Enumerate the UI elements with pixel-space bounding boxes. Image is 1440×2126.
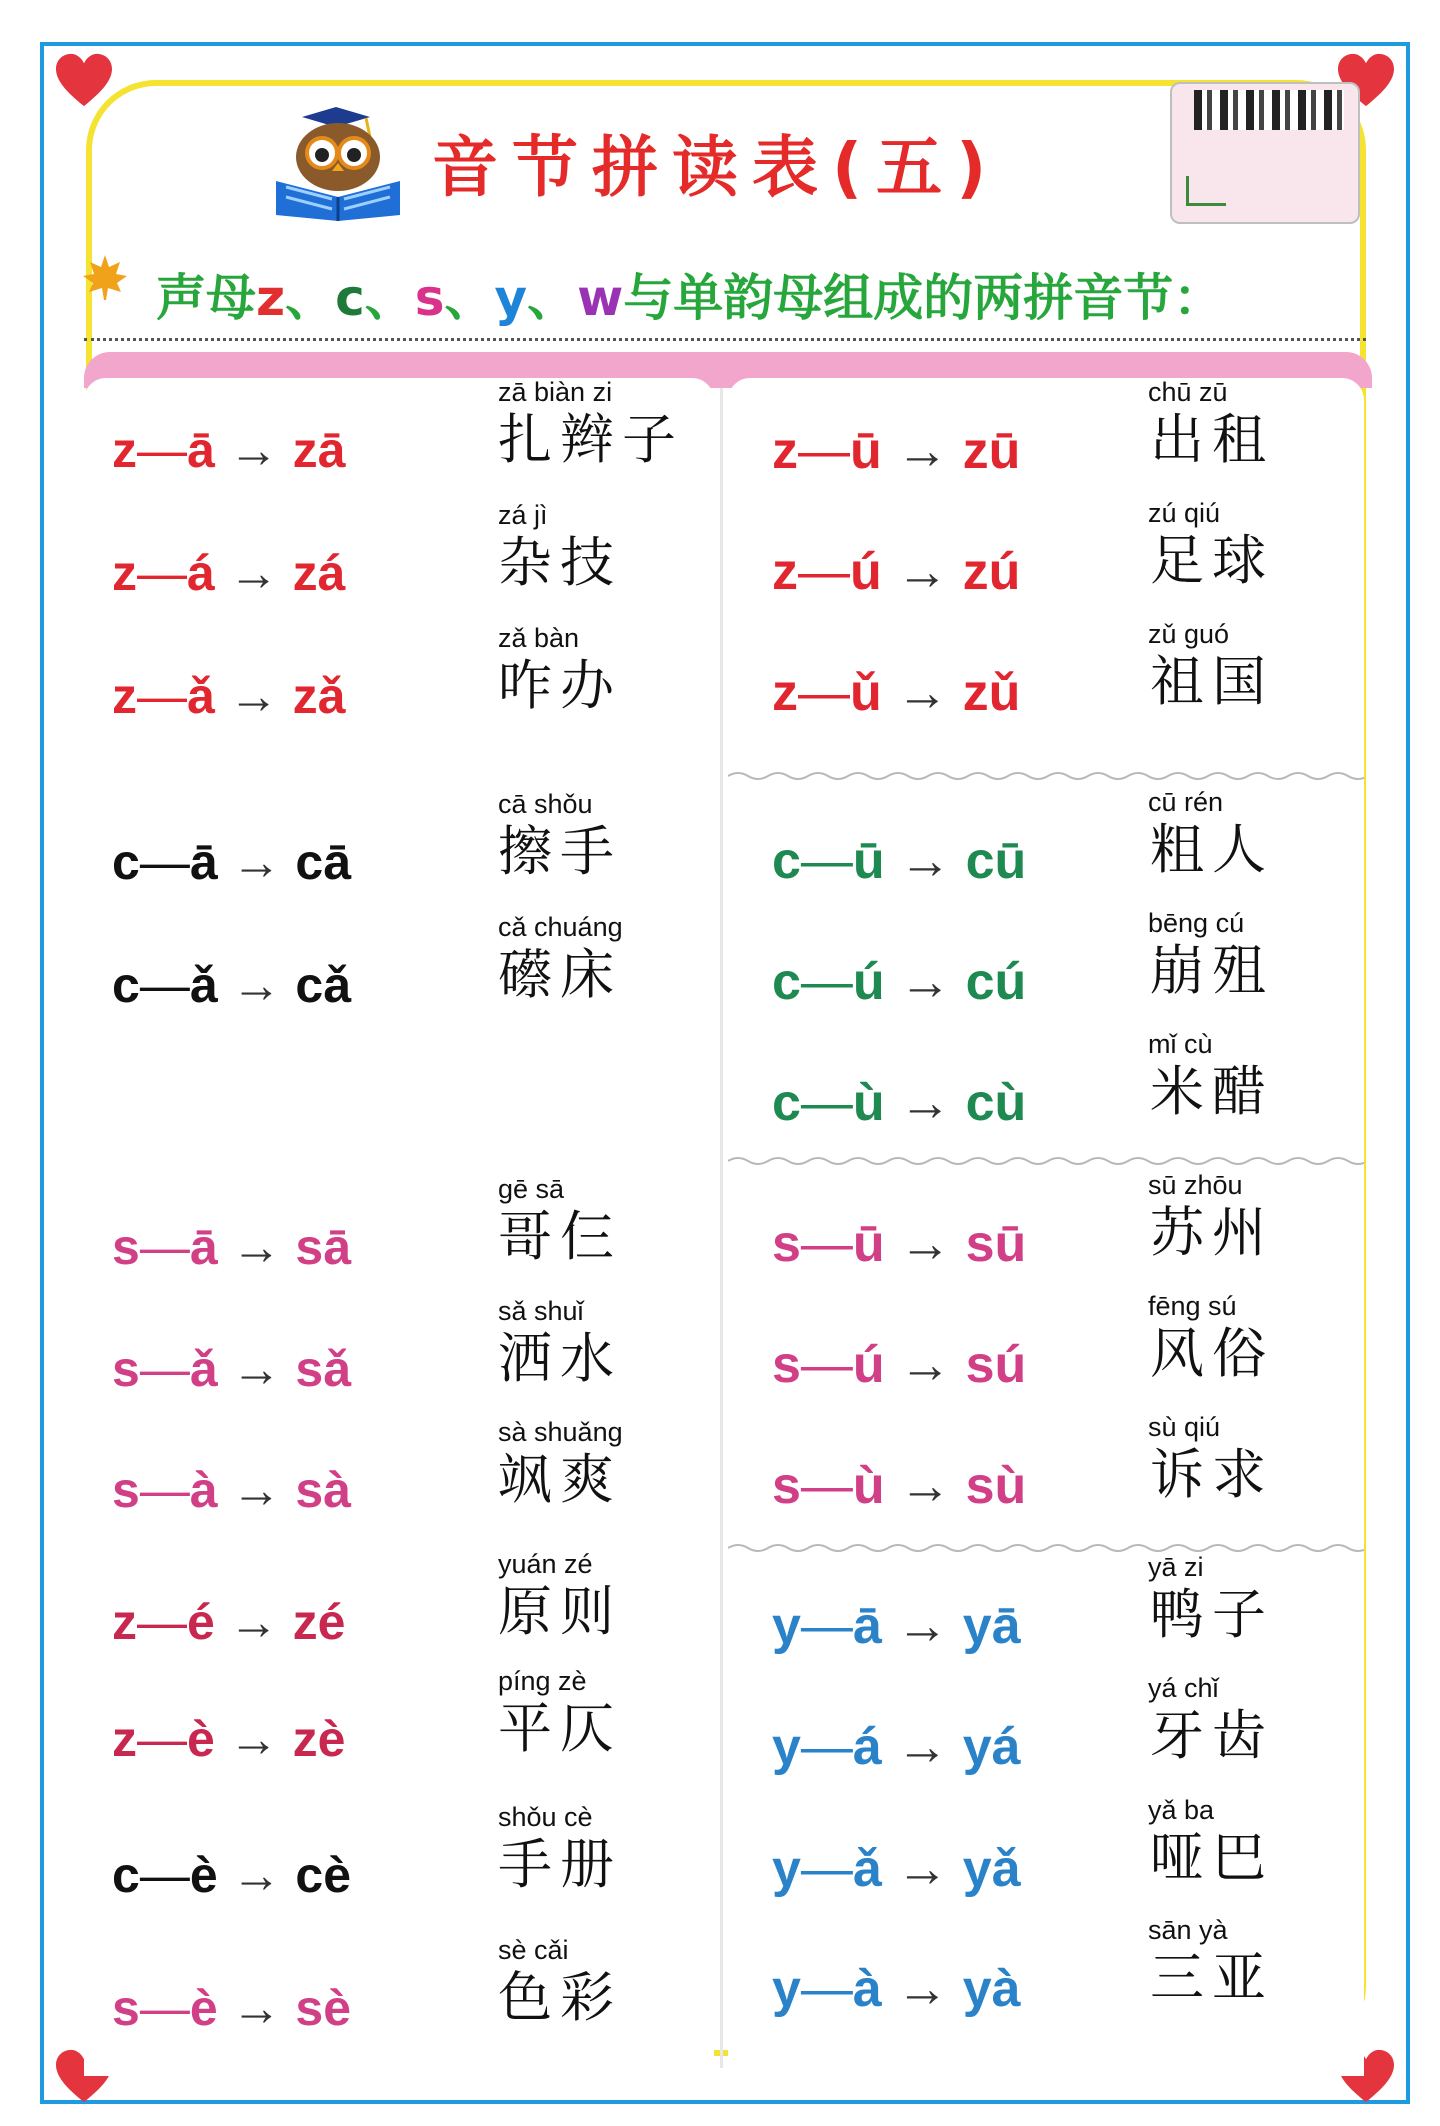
vowel-letter: á xyxy=(852,1718,882,1776)
vowel-letter: é xyxy=(187,1594,215,1650)
syllable-formula xyxy=(772,1074,1027,1132)
result-syllable: sà xyxy=(295,1462,352,1518)
result-syllable: sù xyxy=(965,1457,1027,1515)
arrow-icon: → xyxy=(881,1960,963,2018)
word-pinyin: mǐ cù xyxy=(1148,1029,1213,1059)
word-hanzi: 出租 xyxy=(1150,408,1274,471)
subtitle-segment: 、 xyxy=(285,269,336,327)
result-syllable: cú xyxy=(965,953,1027,1011)
word-pinyin: sù qiú xyxy=(1148,1412,1221,1442)
syllable-formula xyxy=(772,1718,1021,1776)
subtitle-segment: 、 xyxy=(364,269,415,327)
dash: — xyxy=(800,953,853,1011)
vowel-letter: è xyxy=(189,1847,218,1903)
word-pinyin: yá chǐ xyxy=(1148,1673,1219,1703)
vowel-letter: ǎ xyxy=(852,1840,882,1898)
word-hanzi: 擦手 xyxy=(498,820,622,883)
word-hanzi: 咋办 xyxy=(498,654,622,717)
word-hanzi: 礤床 xyxy=(498,943,622,1006)
syllable-formula xyxy=(772,1457,1027,1515)
vowel-letter: ú xyxy=(850,543,882,601)
subtitle-segment: 声母 xyxy=(156,269,256,327)
initial-letter: s xyxy=(112,1219,140,1275)
arrow-icon: → xyxy=(217,1847,296,1903)
word-pinyin: chū zū xyxy=(1148,377,1228,407)
word-hanzi: 牙齿 xyxy=(1150,1704,1274,1767)
arrow-icon: → xyxy=(881,1840,963,1898)
word-pinyin: sū zhōu xyxy=(1148,1170,1243,1200)
dash: — xyxy=(800,1215,853,1273)
vowel-letter: ǎ xyxy=(187,668,215,724)
arrow-icon: → xyxy=(214,545,293,601)
initial-letter: s xyxy=(772,1215,801,1273)
syllable-formula xyxy=(112,957,352,1013)
arrow-icon: → xyxy=(884,832,966,890)
initial-letter: c xyxy=(772,1074,801,1132)
syllable-formula xyxy=(772,1597,1021,1655)
result-syllable: zū xyxy=(962,422,1021,480)
vowel-letter: ù xyxy=(852,1074,885,1132)
subtitle-segment: z xyxy=(256,269,286,327)
initial-letter: z xyxy=(112,1594,137,1650)
vowel-letter: ū xyxy=(852,832,885,890)
word-pinyin: sè cǎi xyxy=(498,1935,569,1965)
subtitle-segment: 、 xyxy=(527,269,578,327)
vowel-letter: ú xyxy=(852,953,885,1011)
dash: — xyxy=(798,543,850,601)
arrow-icon: → xyxy=(217,1341,296,1397)
result-syllable: yá xyxy=(962,1718,1021,1776)
initial-letter: z xyxy=(772,664,798,722)
word-pinyin: zǎ bàn xyxy=(498,623,580,653)
result-syllable: zú xyxy=(962,543,1021,601)
result-syllable: sā xyxy=(295,1219,352,1275)
word-pinyin: sān yà xyxy=(1148,1915,1228,1945)
word-pinyin: cā shǒu xyxy=(498,789,593,819)
word-hanzi: 风俗 xyxy=(1150,1322,1274,1385)
maple-leaf-icon xyxy=(80,252,130,302)
dash: — xyxy=(800,1718,853,1776)
syllable-formula xyxy=(112,1594,346,1650)
subtitle-segment: s xyxy=(414,269,445,327)
initial-letter: c xyxy=(112,834,140,890)
arrow-icon: → xyxy=(884,1074,966,1132)
arrow-icon: → xyxy=(214,1711,293,1767)
qr-code-icon xyxy=(1170,82,1360,224)
subtitle-segment: w xyxy=(577,269,624,327)
word-hanzi: 崩殂 xyxy=(1150,939,1274,1002)
initial-letter: s xyxy=(112,1341,140,1397)
word-hanzi: 粗人 xyxy=(1150,818,1274,881)
word-pinyin: yuán zé xyxy=(498,1549,593,1579)
word-hanzi: 杂技 xyxy=(498,531,622,594)
vowel-letter: à xyxy=(852,1960,882,2018)
word-pinyin: cū rén xyxy=(1148,787,1224,817)
result-syllable: sú xyxy=(965,1336,1027,1394)
result-syllable: yā xyxy=(962,1597,1021,1655)
dash: — xyxy=(800,1457,853,1515)
word-pinyin: píng zè xyxy=(498,1666,587,1696)
syllable-formula xyxy=(112,545,346,601)
arrow-icon: → xyxy=(217,957,296,1013)
vowel-letter: ā xyxy=(189,834,218,890)
dash: — xyxy=(137,545,187,601)
result-syllable: yà xyxy=(962,1960,1021,2018)
word-hanzi: 平仄 xyxy=(498,1697,622,1760)
word-hanzi: 米醋 xyxy=(1150,1060,1274,1123)
result-syllable: zǔ xyxy=(962,664,1021,722)
initial-letter: y xyxy=(772,1718,801,1776)
vowel-letter: ā xyxy=(189,1219,218,1275)
dash: — xyxy=(137,422,187,478)
initial-letter: y xyxy=(772,1840,801,1898)
result-syllable: zǎ xyxy=(292,668,346,724)
word-pinyin: zā biàn zi xyxy=(498,377,613,407)
dash: — xyxy=(798,422,850,480)
column-divider xyxy=(720,388,723,2068)
dash: — xyxy=(139,957,190,1013)
dash: — xyxy=(800,1597,853,1655)
dash: — xyxy=(800,832,853,890)
vowel-letter: è xyxy=(189,1980,218,2036)
syllable-formula xyxy=(112,1462,352,1518)
vowel-letter: ǎ xyxy=(189,957,218,1013)
heart-icon xyxy=(54,52,114,108)
subtitle-segment: 、 xyxy=(444,269,495,327)
initial-letter: c xyxy=(112,957,140,1013)
word-hanzi: 苏州 xyxy=(1150,1201,1274,1264)
word-hanzi: 哑巴 xyxy=(1150,1826,1274,1889)
word-hanzi: 色彩 xyxy=(498,1966,622,2029)
word-pinyin: sà shuǎng xyxy=(498,1417,623,1447)
initial-letter: s xyxy=(112,1980,140,2036)
initial-letter: s xyxy=(112,1462,140,1518)
dash: — xyxy=(800,1840,853,1898)
result-syllable: sǎ xyxy=(295,1341,352,1397)
dash: — xyxy=(139,1341,190,1397)
word-pinyin: bēng cú xyxy=(1148,908,1245,938)
subtitle-segment: c xyxy=(335,269,365,327)
syllable-formula xyxy=(112,1847,352,1903)
syllable-formula xyxy=(112,668,346,724)
syllable-formula xyxy=(772,1336,1027,1394)
word-pinyin: yā zi xyxy=(1148,1552,1204,1582)
dash: — xyxy=(137,1594,187,1650)
result-syllable: cā xyxy=(295,834,352,890)
arrow-icon: → xyxy=(217,834,296,890)
dash: — xyxy=(800,1336,853,1394)
word-hanzi: 飒爽 xyxy=(498,1448,622,1511)
arrow-icon: → xyxy=(884,1215,966,1273)
vowel-letter: á xyxy=(187,545,215,601)
vowel-letter: ǎ xyxy=(189,1341,218,1397)
result-syllable: sū xyxy=(965,1215,1027,1273)
dotted-divider xyxy=(84,338,1366,341)
arrow-icon: → xyxy=(217,1462,296,1518)
result-syllable: cǎ xyxy=(295,957,352,1013)
syllable-formula xyxy=(772,664,1021,722)
word-pinyin: shǒu cè xyxy=(498,1802,593,1832)
word-hanzi: 足球 xyxy=(1150,529,1274,592)
arrow-icon: → xyxy=(881,1718,963,1776)
arrow-icon: → xyxy=(884,1457,966,1515)
initial-letter: s xyxy=(772,1457,801,1515)
result-syllable: cū xyxy=(965,832,1027,890)
word-pinyin: cǎ chuáng xyxy=(498,912,623,942)
arrow-icon: → xyxy=(214,1594,293,1650)
result-syllable: cè xyxy=(295,1847,352,1903)
initial-letter: c xyxy=(112,1847,140,1903)
dash: — xyxy=(139,1219,190,1275)
initial-letter: z xyxy=(772,422,798,480)
arrow-icon: → xyxy=(881,543,963,601)
syllable-formula xyxy=(112,1219,352,1275)
vowel-letter: ū xyxy=(850,422,882,480)
initial-letter: z xyxy=(772,543,798,601)
vowel-letter: ú xyxy=(852,1336,885,1394)
vowel-letter: ù xyxy=(852,1457,885,1515)
dash: — xyxy=(139,1462,190,1518)
syllable-formula xyxy=(772,953,1027,1011)
dash: — xyxy=(139,1847,190,1903)
arrow-icon: → xyxy=(217,1980,296,2036)
result-syllable: zé xyxy=(292,1594,346,1650)
result-syllable: yǎ xyxy=(962,1840,1021,1898)
word-hanzi: 三亚 xyxy=(1150,1946,1274,2009)
initial-letter: c xyxy=(772,832,801,890)
syllable-formula xyxy=(112,1711,346,1767)
syllable-formula xyxy=(112,1341,352,1397)
syllable-formula xyxy=(772,422,1021,480)
syllable-formula xyxy=(772,1215,1027,1273)
word-pinyin: yǎ ba xyxy=(1148,1795,1215,1825)
vowel-letter: à xyxy=(189,1462,218,1518)
arrow-icon: → xyxy=(214,668,293,724)
word-pinyin: fēng sú xyxy=(1148,1291,1237,1321)
word-hanzi: 诉求 xyxy=(1150,1443,1274,1506)
syllable-formula xyxy=(112,1980,352,2036)
vowel-letter: ū xyxy=(852,1215,885,1273)
syllable-formula xyxy=(772,832,1027,890)
section-subtitle xyxy=(156,258,1223,330)
wavy-separator xyxy=(728,770,1364,782)
arrow-icon: → xyxy=(214,422,293,478)
initial-letter: z xyxy=(112,545,137,601)
vowel-letter: ā xyxy=(852,1597,882,1655)
word-hanzi: 哥仨 xyxy=(498,1205,622,1268)
initial-letter: y xyxy=(772,1597,801,1655)
arrow-icon: → xyxy=(881,422,963,480)
syllable-formula xyxy=(112,422,346,478)
dash: — xyxy=(800,1074,853,1132)
word-pinyin: zú qiú xyxy=(1148,498,1221,528)
wavy-separator xyxy=(728,1542,1364,1554)
arrow-icon: → xyxy=(881,664,963,722)
word-pinyin: zǔ guó xyxy=(1148,619,1230,649)
result-syllable: zè xyxy=(292,1711,346,1767)
syllable-formula xyxy=(772,1960,1021,2018)
result-syllable: cù xyxy=(965,1074,1027,1132)
word-hanzi: 原则 xyxy=(498,1580,622,1643)
wavy-separator xyxy=(728,1155,1364,1167)
syllable-formula xyxy=(112,834,352,890)
dash: — xyxy=(800,1960,853,2018)
word-pinyin: gē sā xyxy=(498,1174,565,1204)
initial-letter: z xyxy=(112,1711,137,1767)
arrow-icon: → xyxy=(884,1336,966,1394)
vowel-letter: è xyxy=(187,1711,215,1767)
syllable-formula xyxy=(772,1840,1021,1898)
word-hanzi: 手册 xyxy=(498,1833,622,1896)
result-syllable: sè xyxy=(295,1980,352,2036)
result-syllable: zá xyxy=(292,545,346,601)
dash: — xyxy=(798,664,850,722)
initial-letter: z xyxy=(112,668,137,724)
dash: — xyxy=(139,1980,190,2036)
result-syllable: zā xyxy=(292,422,346,478)
arrow-icon: → xyxy=(884,953,966,1011)
word-hanzi: 洒水 xyxy=(498,1327,622,1390)
initial-letter: s xyxy=(772,1336,801,1394)
word-pinyin: sǎ shuǐ xyxy=(498,1296,584,1326)
owl-reading-book-icon xyxy=(266,103,416,223)
dash: — xyxy=(137,668,187,724)
arrow-icon: → xyxy=(217,1219,296,1275)
word-hanzi: 鸭子 xyxy=(1150,1583,1274,1646)
word-pinyin: zá jì xyxy=(498,500,548,530)
syllable-formula xyxy=(772,543,1021,601)
vowel-letter: ā xyxy=(187,422,215,478)
word-hanzi: 祖国 xyxy=(1150,650,1274,713)
subtitle-segment: 与单韵母组成的两拼音节： xyxy=(623,269,1224,327)
subtitle-segment: y xyxy=(494,269,528,327)
dash: — xyxy=(137,1711,187,1767)
dash: — xyxy=(139,834,190,890)
initial-letter: z xyxy=(112,422,137,478)
page-title: 音节拼读表(五) xyxy=(432,129,1001,206)
vowel-letter: ǔ xyxy=(850,664,882,722)
initial-letter: c xyxy=(772,953,801,1011)
word-hanzi: 扎辫子 xyxy=(498,408,684,471)
arrow-icon: → xyxy=(881,1597,963,1655)
initial-letter: y xyxy=(772,1960,801,2018)
